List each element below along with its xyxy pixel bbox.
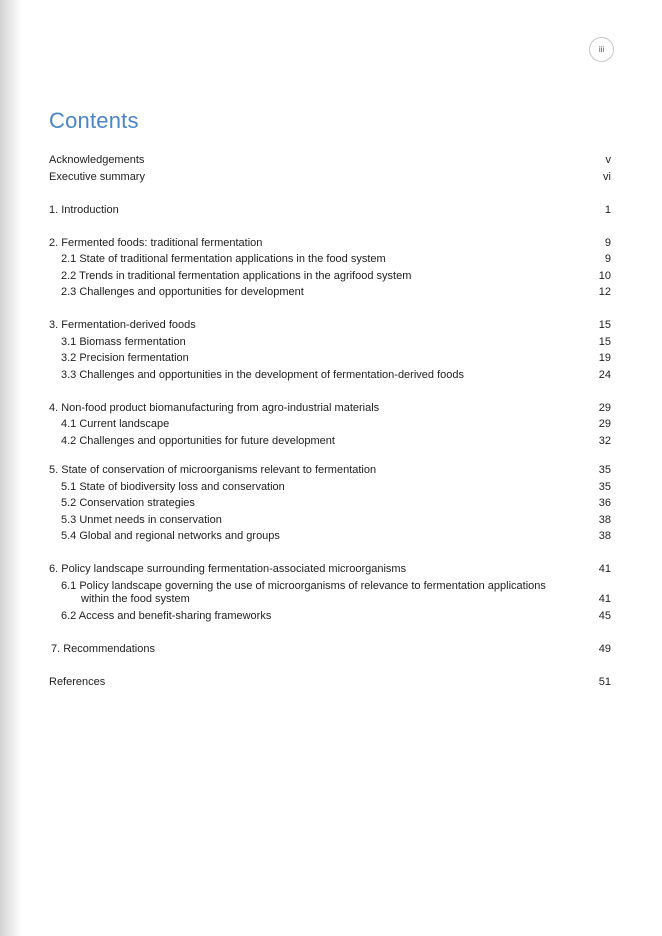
toc-entry-page: 15: [598, 319, 611, 331]
toc-entry-chapter-4[interactable]: [49, 400, 611, 417]
toc-entry-section-3-1[interactable]: [49, 334, 611, 351]
toc-entry-page: 41: [598, 593, 611, 605]
toc-entry-label: 5. State of conservation of microorganisms relevant to fermentation: [49, 464, 377, 476]
toc-entry-page: 51: [598, 676, 611, 688]
toc-entry-executive-summary[interactable]: [49, 169, 611, 186]
toc-entry-page: 15: [598, 336, 611, 348]
toc-entry-label: [61, 580, 546, 606]
toc-entry-acknowledgements[interactable]: [49, 152, 611, 169]
toc-entry-page: v: [605, 154, 611, 166]
toc-entry-label: 3.3 Challenges and opportunities in the development of fermentation-derived foods: [61, 369, 464, 381]
toc-entry-section-4-2[interactable]: [49, 433, 611, 450]
toc-entry-page: vi: [603, 171, 611, 183]
toc-entry-references[interactable]: [49, 674, 611, 691]
toc-entry-label: 1. Introduction: [49, 204, 119, 216]
toc-entry-page: 19: [598, 352, 611, 364]
toc-entry-chapter-3[interactable]: [49, 317, 611, 334]
toc-entry-label: 4. Non-food product biomanufacturing from agro-industrial materials: [49, 402, 380, 414]
toc-entry-label-line-1: 6.1 Policy landscape governing the use of microorganisms of relevance to fermentation applications: [61, 580, 546, 592]
page-binding-shadow: [0, 0, 22, 936]
toc-entry-label: 2.2 Trends in traditional fermentation applications in the agrifood system: [61, 270, 412, 282]
toc-entry-page: 12: [598, 286, 611, 298]
toc-entry-introduction[interactable]: [49, 202, 611, 219]
toc-entry-section-2-1[interactable]: [49, 251, 611, 268]
toc-entry-label: 2.1 State of traditional fermentation applications in the food system: [61, 253, 386, 265]
toc-entry-section-2-2[interactable]: [49, 268, 611, 285]
toc-entry-chapter-2[interactable]: [49, 235, 611, 252]
toc-entry-page: 41: [598, 563, 611, 575]
toc-entry-page: 36: [598, 497, 611, 509]
toc-entry-section-5-4[interactable]: [49, 528, 611, 545]
toc-entry-label: 2. Fermented foods: traditional fermentation: [49, 237, 263, 249]
toc-entry-label: 6.2 Access and benefit-sharing frameworks: [61, 610, 272, 622]
toc-entry-label: 7. Recommendations: [51, 643, 155, 655]
toc-entry-label: 3.2 Precision fermentation: [61, 352, 189, 364]
page-title: Contents: [49, 108, 139, 133]
toc-entry-page: 29: [598, 402, 611, 414]
toc-entry-label: 5.2 Conservation strategies: [61, 497, 195, 509]
toc-entry-section-3-2[interactable]: [49, 350, 611, 367]
toc-entry-label: 2.3 Challenges and opportunities for development: [61, 286, 304, 298]
toc-entry-label-line-2: within the food system: [81, 593, 190, 605]
toc-entry-page: 1: [604, 204, 611, 216]
toc-entry-label: 6. Policy landscape surrounding fermentation-associated microorganisms: [49, 563, 407, 575]
toc-entry-page: 10: [598, 270, 611, 282]
toc-entry-label: 3. Fermentation-derived foods: [49, 319, 196, 331]
toc-entry-page: 38: [598, 514, 611, 526]
toc-entry-label: References: [49, 676, 106, 688]
toc-entry-label: 4.2 Challenges and opportunities for future development: [61, 435, 335, 447]
toc-entry-section-2-3[interactable]: [49, 284, 611, 301]
toc-entry-section-5-2[interactable]: [49, 495, 611, 512]
toc-entry-chapter-6[interactable]: [49, 561, 611, 578]
toc-entry-page: 38: [598, 530, 611, 542]
toc-entry-section-6-1[interactable]: [49, 578, 611, 608]
toc-entry-label: Executive summary: [49, 171, 145, 183]
toc-entry-page: 9: [604, 253, 611, 265]
toc-entry-page: 35: [598, 481, 611, 493]
toc-entry-chapter-5[interactable]: [49, 462, 611, 479]
toc-entry-section-6-2[interactable]: [49, 608, 611, 625]
toc-entry-page: 9: [604, 237, 611, 249]
toc-entry-label: 4.1 Current landscape: [61, 418, 170, 430]
toc-entry-label: 5.1 State of biodiversity loss and conservation: [61, 481, 285, 493]
toc-entry-section-3-3[interactable]: [49, 367, 611, 384]
toc-entry-page: 49: [598, 643, 611, 655]
page-number-badge: iii: [589, 37, 614, 62]
toc-entry-recommendations[interactable]: [49, 641, 611, 658]
toc-entry-page: 35: [598, 464, 611, 476]
toc-entry-label: 5.4 Global and regional networks and groups: [61, 530, 280, 542]
toc-entry-page: 45: [598, 610, 611, 622]
toc-entry-label: 3.1 Biomass fermentation: [61, 336, 186, 348]
toc-entry-label: 5.3 Unmet needs in conservation: [61, 514, 222, 526]
toc-entry-label: Acknowledgements: [49, 154, 145, 166]
toc-entry-page: 29: [598, 418, 611, 430]
toc-entry-section-5-3[interactable]: [49, 512, 611, 529]
toc-entry-page: 32: [598, 435, 611, 447]
toc-entry-section-4-1[interactable]: [49, 416, 611, 433]
toc-entry-section-5-1[interactable]: [49, 479, 611, 496]
toc-entry-page: 24: [598, 369, 611, 381]
